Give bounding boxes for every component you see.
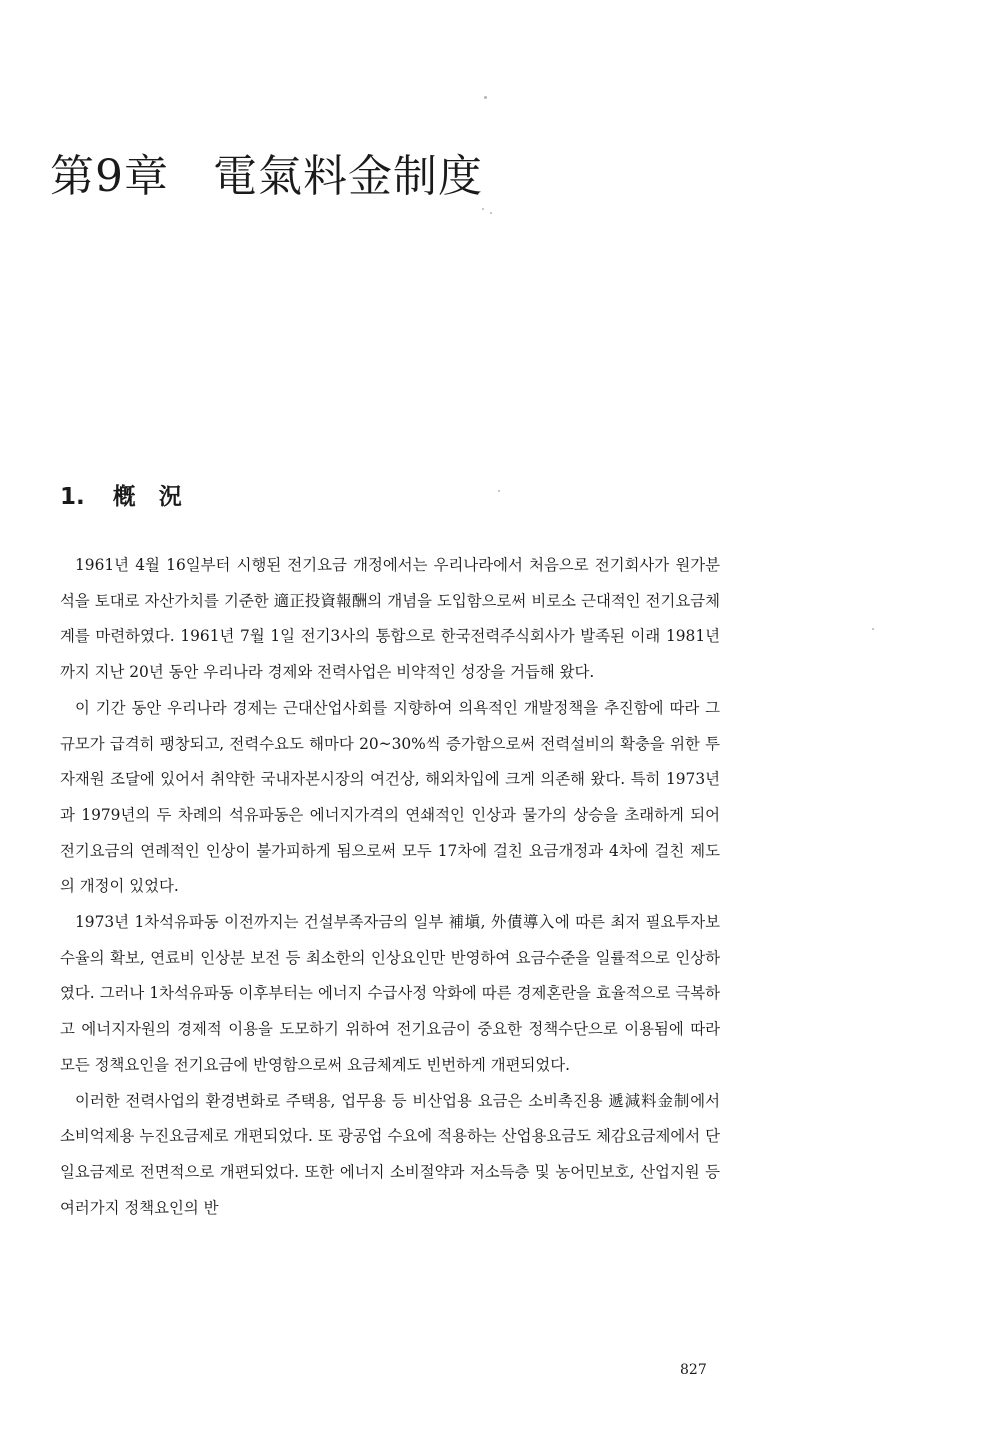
- paragraph: 1961년 4월 16일부터 시행된 전기요금 개정에서는 우리나라에서 처음으로 전기회사가 원가분석을 토대로 자산가치를 기준한 適正投資報酬의 개념을 도입함으로써 비로소 근대적인 전기요금체계를 마련하였다. 1961년 7월 1일 전기3사의 통합으로 한국전력주식회사가 발족된 이래 1981년까지 지난 20년 동안 우리나라 경제와 전력사업은 비약적인 성장을 거듭해 왔다.: [60, 556, 720, 682]
- paragraph: 이 기간 동안 우리나라 경제는 근대산업사회를 지향하여 의욕적인 개발정책을 추진함에 따라 그 규모가 급격히 팽창되고, 전력수요도 해마다 20~30%씩 증가함으로써 전력설비의 확충을 위한 투자재원 조달에 있어서 취약한 국내자본시장의 여건상, 해외차입에 크게 의존해 왔다. 특히 1973년과 1979년의 두 차례의 석유파동은 에너지가격의 연쇄적인 인상과 물가의 상승을 초래하게 되어 전기요금의 연례적인 인상이 불가피하게 됨으로써 모두 17차에 걸친 요금개정과 4차에 걸친 제도의 개정이 있었다.: [60, 698, 720, 896]
- body-text: [60, 548, 720, 1226]
- scan-speck: [498, 490, 500, 492]
- page-number: 827: [680, 1362, 707, 1378]
- paragraph: 이러한 전력사업의 환경변화로 주택용, 업무용 등 비산업용 요금은 소비촉진용 遞減料金制에서 소비억제용 누진요금제로 개편되었다. 또 광공업 수요에 적용하는 산업용요금도 체감요금제에서 단일요금제로 전면적으로 개편되었다. 또한 에너지 소비절약과 저소득층 및 농어민보호, 산업지원 등 여러가지 정책요인의 반: [60, 1091, 720, 1217]
- section-title: 槪 況: [112, 484, 182, 510]
- scan-speck: [482, 208, 484, 210]
- scan-speck: [872, 628, 874, 630]
- chapter-heading: [50, 140, 483, 204]
- scan-speck: [490, 212, 492, 214]
- section-number: 1.: [60, 484, 85, 510]
- section-heading: [60, 478, 182, 511]
- chapter-title: 電氣料金制度: [213, 151, 483, 202]
- scan-speck: [484, 96, 487, 99]
- chapter-number: 第9章: [50, 151, 169, 202]
- paragraph: 1973년 1차석유파동 이전까지는 건설부족자금의 일부 補塡, 外債導入에 따른 최저 필요투자보수율의 확보, 연료비 인상분 보전 등 최소한의 인상요인만 반영하여 요금수준을 일률적으로 인상하였다. 그러나 1차석유파동 이후부터는 에너지 수급사정 악화에 따른 경제혼란을 효율적으로 극복하고 에너지자원의 경제적 이용을 도모하기 위하여 전기요금이 중요한 정책수단으로 이용됨에 따라 모든 정책요인을 전기요금에 반영함으로써 요금체계도 빈번하게 개편되었다.: [60, 913, 720, 1074]
